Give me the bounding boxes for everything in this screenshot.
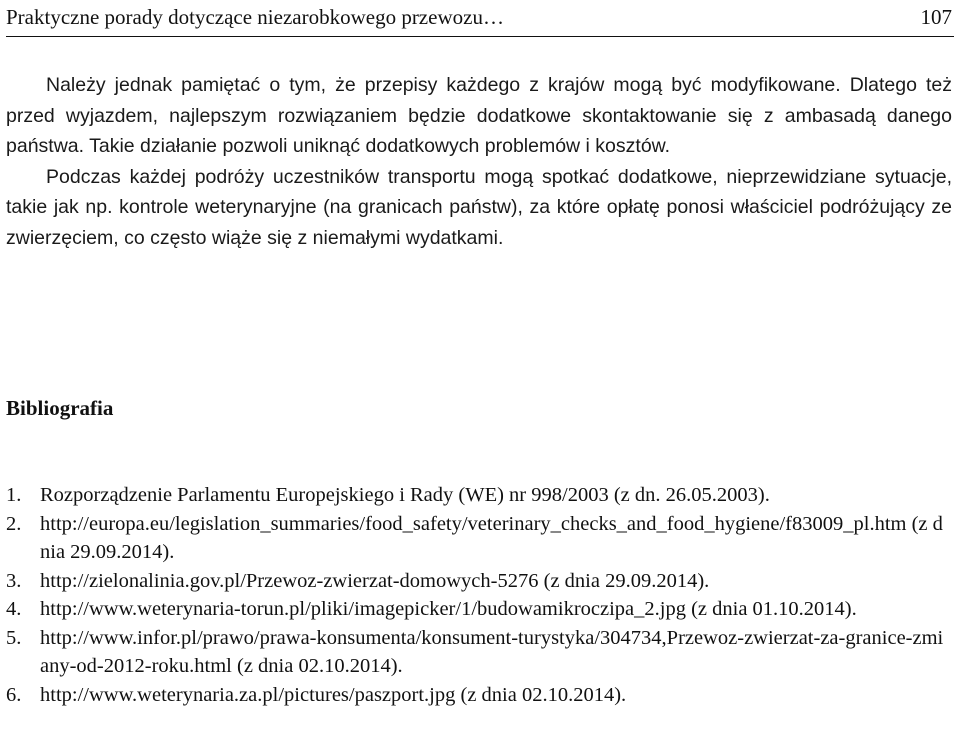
bibliography-item-number: 4.: [6, 598, 22, 620]
bibliography-item: [6, 510, 952, 567]
running-header: [6, 2, 954, 37]
bibliography-item-number: 2.: [6, 512, 22, 535]
paragraph-1: Należy jednak pamiętać o tym, że przepisy każdego z krajów mogą być modyfikowane. Dlatego też przed wyjazdem, najlepszym rozwiązaniem będzie dodatkowe skontaktowanie się z ambasadą danego państwa. Takie działanie pozwoli uniknąć dodatkowych problemów i kosztów.: [6, 74, 952, 157]
bibliography-item-text: http://www.infor.pl/prawo/prawa-konsumenta/konsument-turystyka/304734,Przewoz-zwierzat-za-granice-zmiany-od-2012-roku.html (z dnia 02.10.2014).: [40, 626, 944, 677]
header-title: Praktyczne porady dotyczące niezarobkowego przewozu…: [6, 5, 504, 29]
bibliography-item-number: 1.: [6, 484, 22, 506]
bibliography-item: [6, 595, 952, 624]
bibliography-item-text: http://europa.eu/legislation_summaries/food_safety/veterinary_checks_and_food_hygiene/f83009_pl.htm (z dnia 29.09.2014).: [40, 512, 943, 563]
bibliography-item-text: http://www.weterynaria-torun.pl/pliki/imagepicker/1/budowamikroczipa_2.jpg (z dnia 01.10.2014).: [40, 598, 857, 620]
bibliography-item: [6, 567, 952, 596]
bibliography-item-number: 5.: [6, 626, 22, 649]
body-text: [6, 70, 952, 253]
bibliography-item-number: 6.: [6, 683, 22, 706]
bibliography-item-number: 3.: [6, 569, 22, 592]
bibliography-item: [6, 624, 952, 681]
bibliography-heading: Bibliografia: [6, 396, 114, 420]
bibliography-item-text: Rozporządzenie Parlamentu Europejskiego i Rady (WE) nr 998/2003 (z dn. 26.05.2003).: [40, 484, 770, 506]
bibliography-item: [6, 681, 952, 710]
bibliography-item-text: http://zielonalinia.gov.pl/Przewoz-zwierzat-domowych-5276 (z dnia 29.09.2014).: [40, 569, 710, 592]
paragraph-2: Podczas każdej podróży uczestników transportu mogą spotkać dodatkowe, nieprzewidziane sytuacje, takie jak np. kontrole weterynaryjne (na granicach państw), za które opłatę ponosi właściciel podróżujący ze zwierzęciem, co często wiąże się z niemałymi wydatkami.: [6, 165, 952, 249]
page-number: 107: [920, 5, 952, 29]
bibliography-item: [6, 481, 952, 510]
bibliography-item-text: http://www.weterynaria.za.pl/pictures/paszport.jpg (z dnia 02.10.2014).: [40, 683, 627, 706]
bibliography-list: [6, 481, 952, 709]
